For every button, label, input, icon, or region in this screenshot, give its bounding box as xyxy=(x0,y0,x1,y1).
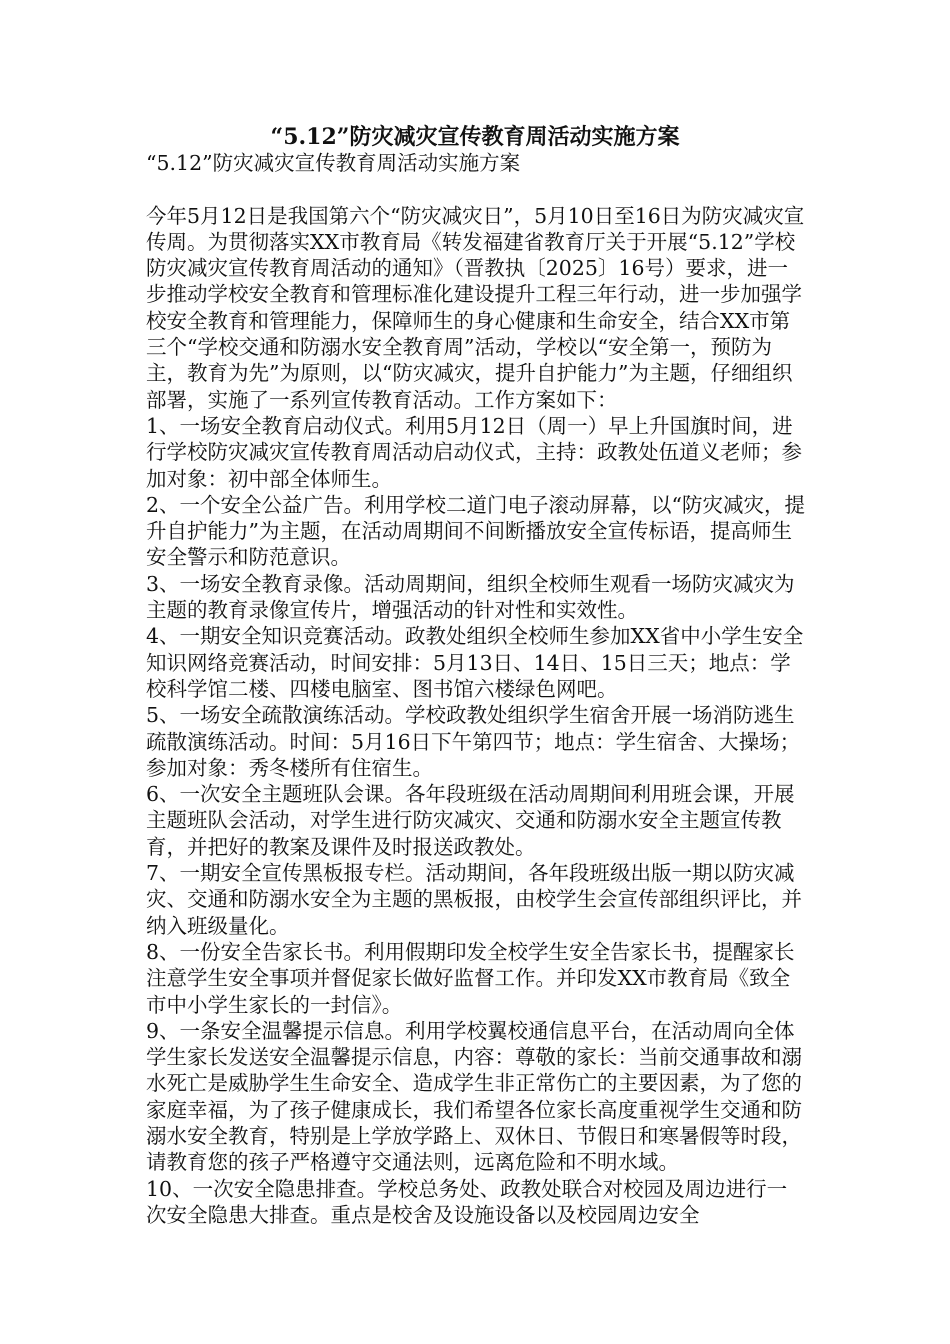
document-body xyxy=(146,150,806,1228)
list-item: 4、一期安全知识竞赛活动。政教处组织全校师生参加XX省中小学生安全知识网络竞赛活动，时间安排：5月13日、14日、15日三天；地点：学校科学馆二楼、四楼电脑室、图书馆六楼绿色网吧。 xyxy=(146,624,804,701)
list-item: 3、一场安全教育录像。活动周期间，组织全校师生观看一场防灾减灾为主题的教育录像宣传片，增强活动的针对性和实效性。 xyxy=(146,571,795,623)
list-item: 7、一期安全宣传黑板报专栏。活动期间，各年段班级出版一期以防灾减灾、交通和防溺水安全为主题的黑板报，由校学生会宣传部组织评比，并纳入班级量化。 xyxy=(146,861,802,938)
list-item: 9、一条安全温馨提示信息。利用学校翼校通信息平台，在活动周向全体学生家长发送安全温馨提示信息，内容：尊敬的家长：当前交通事故和溺水死亡是威胁学生生命安全、造成学生非正常伤亡的主要因素，为了您的家庭幸福，为了孩子健康成长，我们希望各位家长高度重视学生交通和防溺水安全教育，特别是上学放学路上、双休日、节假日和寒暑假等时段，请教育您的孩子严格遵守交通法则，远离危险和不明水域。 xyxy=(146,1018,802,1175)
list-item: 5、一场安全疏散演练活动。学校政教处组织学生宿舍开展一场消防逃生疏散演练活动。时间：5月16日下午第四节；地点：学生宿舍、大操场；参加对象：秀冬楼所有住宿生。 xyxy=(146,703,801,780)
document-title: “5.12”防灾减灾宣传教育周活动实施方案 xyxy=(270,124,680,150)
list-item: 1、一场安全教育启动仪式。利用5月12日（周一）早上升国旗时间，进行学校防灾减灾宣传教育周活动启动仪式，主持：政教处伍道义老师；参加对象：初中部全体师生。 xyxy=(146,413,802,491)
list-item: 6、一次安全主题班队会课。各年段班级在活动周期间利用班会课，开展主题班队会活动，对学生进行防灾减灾、交通和防溺水安全主题宣传教育，并把好的教案及课件及时报送政教处。 xyxy=(146,782,795,859)
blank-line xyxy=(146,176,806,202)
intro-paragraph: 今年5月12日是我国第六个“防灾减灾日”，5月10日至16日为防灾减灾宣传周。为贯彻落实XX市教育局《转发福建省教育厅关于开展“5.12”学校防灾减灾宣传教育周活动的通知》（晋教执〔2025〕16号）要求，进一步推动学校安全教育和管理标准化建设提升工程三年行动，进一步加强学校安全教育和管理能力，保障师生的身心健康和生命安全，结合XX市第三个“学校交通和防溺水安全教育周”活动，学校以“安全第一，预防为主，教育为先”为原则，以“防灾减灾，提升自护能力”为主题，仔细组织部署，实施了一系列宣传教育活动。工作方案如下： xyxy=(146,203,805,412)
list-item: 8、一份安全告家长书。利用假期印发全校学生安全告家长书，提醒家长注意学生安全事项并督促家长做好监督工作。并印发XX市教育局《致全市中小学生家长的一封信》。 xyxy=(146,939,795,1017)
list-item: 2、一个安全公益广告。利用学校二道门电子滚动屏幕，以“防灾减灾，提升自护能力”为主题，在活动周期间不间断播放安全宣传标语，提高师生安全警示和防范意识。 xyxy=(146,492,806,570)
document-subtitle: “5.12”防灾减灾宣传教育周活动实施方案 xyxy=(146,151,521,175)
list-item: 10、一次安全隐患排查。学校总务处、政教处联合对校园及周边进行一次安全隐患大排查。重点是校舍及设施设备以及校园周边安全 xyxy=(146,1176,788,1227)
